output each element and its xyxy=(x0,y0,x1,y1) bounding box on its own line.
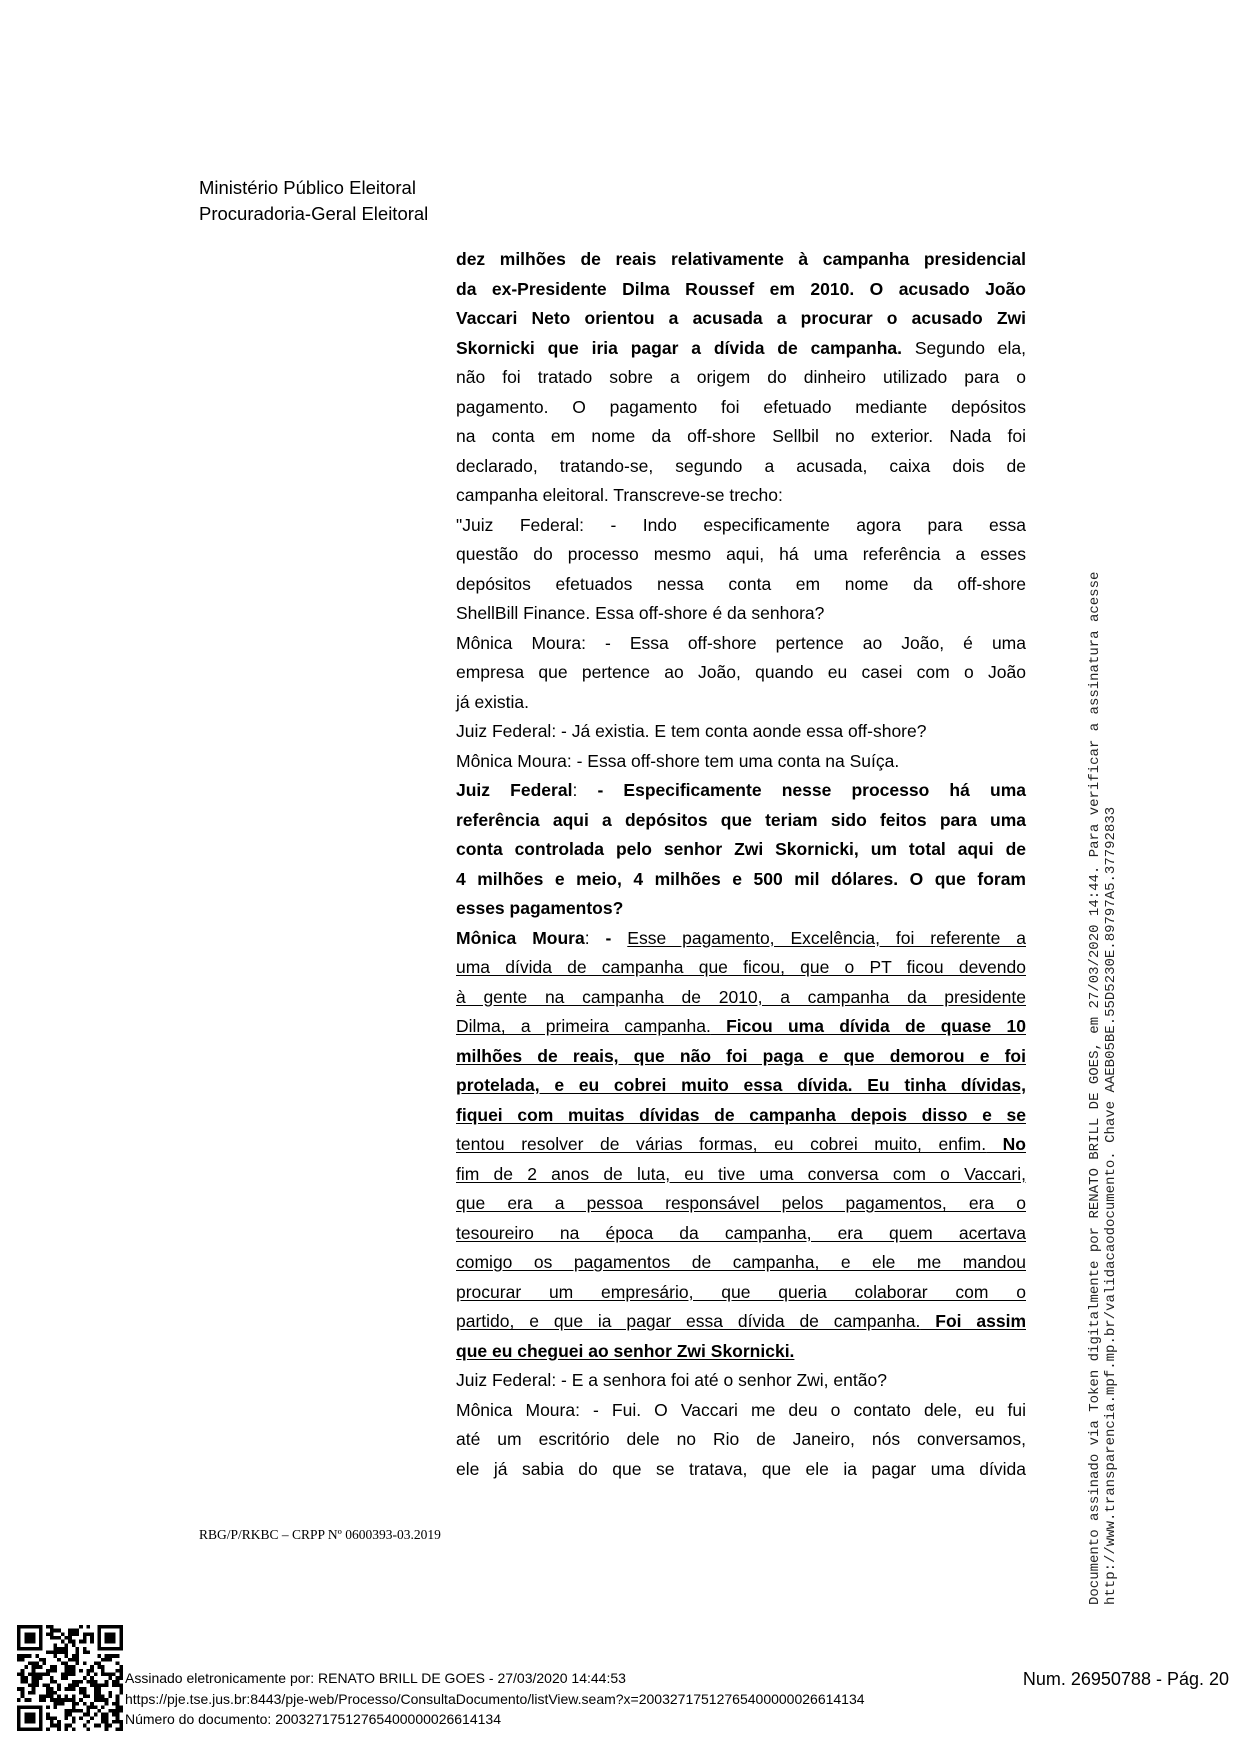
text-line xyxy=(456,658,1026,688)
page-number: Num. 26950788 - Pág. 20 xyxy=(1022,1669,1229,1689)
text-line xyxy=(456,422,1026,452)
text-segment: Esse pagamento, Excelência, foi referente a xyxy=(627,927,1026,948)
text-segment: da ex-Presidente Dilma Roussef em 2010. O acusado João xyxy=(456,278,1026,299)
text-segment: não foi tratado sobre a origem do dinheiro utilizado para o xyxy=(456,367,1026,387)
text-segment: "Juiz Federal: - Indo especificamente agora para essa xyxy=(456,514,1026,535)
text-segment: partido, e que ia pagar essa dívida de campanha. xyxy=(456,1311,921,1331)
text-line xyxy=(456,953,1026,983)
text-segment: Juiz Federal: - Já existia. E tem conta aonde essa off-shore? xyxy=(456,721,927,741)
header-institution: Ministério Público Eleitoral xyxy=(199,177,416,198)
text-line xyxy=(456,1042,1026,1072)
text-segment: já existia. xyxy=(456,691,529,712)
text-segment: : xyxy=(584,927,606,948)
text-segment: Ficou uma dívida de quase 10 xyxy=(710,1016,1026,1036)
stamp-line-1: Documento assinado via Token digitalmente por RENATO BRILL DE GOES, em 27/03/2020 14:44. Para verificar a assinatura acesse xyxy=(1087,571,1103,1605)
text-line xyxy=(456,393,1026,423)
text-line xyxy=(456,1189,1026,1219)
text-segment: questão do processo mesmo aqui, há uma referência a esses xyxy=(456,544,1026,564)
text-segment: Mônica Moura: - Essa off-shore pertence ao João, é uma xyxy=(456,632,1026,653)
text-segment: : xyxy=(572,780,598,800)
text-segment: empresa que pertence ao João, quando eu casei com o João xyxy=(456,662,1026,682)
document-header xyxy=(199,175,428,227)
text-line xyxy=(456,1248,1026,1278)
text-segment: Foi assim xyxy=(920,1311,1026,1331)
text-line xyxy=(456,1455,1026,1485)
text-line xyxy=(456,1071,1026,1101)
text-line xyxy=(456,717,1026,747)
document-reference: RBG/P/RKBC – CRPP Nº 0600393-03.2019 xyxy=(199,1527,441,1542)
text-segment: campanha eleitoral. Transcreve-se trecho: xyxy=(456,485,783,505)
text-segment: na conta em nome da off-shore Sellbil no exterior. Nada foi xyxy=(456,426,1026,446)
electronic-signature-block xyxy=(125,1668,865,1730)
text-line xyxy=(456,1278,1026,1308)
text-line xyxy=(456,540,1026,570)
text-line xyxy=(456,1307,1026,1337)
qr-code xyxy=(17,1625,123,1731)
text-line xyxy=(456,245,1026,275)
stamp-line-2[interactable]: http://www.transparencia.mpf.mp.br/validacaodocumento. Chave AAEB05BE.55D5230E.89797A5.37792833 xyxy=(1103,806,1119,1605)
text-line xyxy=(456,865,1026,895)
text-line xyxy=(456,1130,1026,1160)
text-segment: tentou resolver de várias formas, eu cobrei muito, enfim. xyxy=(456,1134,987,1154)
text-line xyxy=(456,481,1026,511)
text-line xyxy=(456,629,1026,659)
text-line xyxy=(456,1425,1026,1455)
text-line xyxy=(456,747,1026,777)
text-segment: protelada, e eu cobrei muito essa dívida. Eu tinha dívidas, xyxy=(456,1075,1026,1095)
text-line xyxy=(456,1396,1026,1426)
text-segment: Segundo ela, xyxy=(902,337,1027,358)
text-segment: pagamento. O pagamento foi efetuado mediante depósitos xyxy=(456,396,1026,417)
text-line xyxy=(456,452,1026,482)
text-line xyxy=(456,924,1026,954)
text-line xyxy=(456,304,1026,334)
text-segment: No xyxy=(986,1134,1026,1154)
text-line xyxy=(456,1160,1026,1190)
text-line xyxy=(456,1337,1026,1367)
text-line xyxy=(456,835,1026,865)
text-segment: declarado, tratando-se, segundo a acusada, caixa dois de xyxy=(456,455,1026,476)
text-line xyxy=(456,363,1026,393)
text-line xyxy=(456,688,1026,718)
text-segment: milhões de reais, que não foi paga e que demorou e foi xyxy=(456,1045,1026,1066)
signed-by-text: Assinado eletronicamente por: RENATO BRILL DE GOES - 27/03/2020 14:44:53 xyxy=(125,1670,626,1686)
text-segment: referência aqui a depósitos que teriam sido feitos para uma xyxy=(456,809,1026,830)
text-segment: que era a pessoa responsável pelos pagamentos, era o xyxy=(456,1193,1026,1213)
text-segment: 4 milhões e meio, 4 milhões e 500 mil dólares. O que foram xyxy=(456,868,1026,889)
text-line xyxy=(456,599,1026,629)
text-line xyxy=(456,1366,1026,1396)
text-segment: Juiz Federal xyxy=(456,780,573,800)
side-signature-stamp xyxy=(1087,515,1119,1605)
text-line xyxy=(456,275,1026,305)
header-department: Procuradoria-Geral Eleitoral xyxy=(199,203,429,224)
text-line xyxy=(456,806,1026,836)
document-number: Número do documento: 20032717512765400000026614134 xyxy=(125,1711,501,1727)
text-segment: ShellBill Finance. Essa off-shore é da senhora? xyxy=(456,603,825,623)
verification-url[interactable]: https://pje.tse.jus.br:8443/pje-web/Processo/ConsultaDocumento/listView.seam?x=20032717512765400000026614134 xyxy=(125,1690,865,1707)
text-segment: fiquei com muitas dívidas de campanha depois disso e se xyxy=(456,1104,1026,1125)
text-segment: Juiz Federal: - E a senhora foi até o senhor Zwi, então? xyxy=(456,1370,887,1390)
body-text xyxy=(456,245,1026,1484)
text-segment: Skornicki que iria pagar a dívida de campanha. xyxy=(456,337,902,358)
text-segment: Mônica Moura: - Fui. O Vaccari me deu o contato dele, eu fui xyxy=(456,1399,1026,1420)
text-segment: - Especificamente nesse processo há uma xyxy=(597,780,1026,800)
text-segment: - xyxy=(605,927,628,948)
text-segment: dez milhões de reais relativamente à campanha presidencial xyxy=(456,249,1026,269)
text-segment: até um escritório dele no Rio de Janeiro, nós conversamos, xyxy=(456,1429,1026,1449)
text-segment: Mônica Moura xyxy=(456,927,585,948)
text-line xyxy=(456,1101,1026,1131)
text-segment: esses pagamentos? xyxy=(456,898,624,918)
text-line xyxy=(456,570,1026,600)
text-line xyxy=(456,1219,1026,1249)
text-line xyxy=(456,1012,1026,1042)
text-segment: fim de 2 anos de luta, eu tive uma conversa com o Vaccari, xyxy=(456,1163,1026,1184)
text-segment: uma dívida de campanha que ficou, que o PT ficou devendo xyxy=(456,957,1026,977)
text-segment: Dilma, a primeira campanha. xyxy=(456,1016,711,1036)
text-segment: ele já sabia do que se tratava, que ele ia pagar uma dívida xyxy=(456,1458,1026,1479)
text-segment: depósitos efetuados nessa conta em nome da off-shore xyxy=(456,573,1026,594)
text-segment: Mônica Moura: - Essa off-shore tem uma conta na Suíça. xyxy=(456,750,900,771)
text-line xyxy=(456,894,1026,924)
text-segment: conta controlada pelo senhor Zwi Skornicki, um total aqui de xyxy=(456,839,1026,859)
text-line xyxy=(456,334,1026,364)
text-segment: tesoureiro na época da campanha, era quem acertava xyxy=(456,1222,1026,1243)
text-segment: à gente na campanha de 2010, a campanha da presidente xyxy=(456,986,1026,1007)
text-line xyxy=(456,983,1026,1013)
text-segment: Vaccari Neto orientou a acusada a procurar o acusado Zwi xyxy=(456,308,1026,328)
text-segment: que eu cheguei ao senhor Zwi Skornicki. xyxy=(456,1340,795,1361)
text-line xyxy=(456,511,1026,541)
text-segment: procurar um empresário, que queria colaborar com o xyxy=(456,1281,1026,1302)
text-segment: comigo os pagamentos de campanha, e ele me mandou xyxy=(456,1252,1026,1272)
text-line xyxy=(456,776,1026,806)
